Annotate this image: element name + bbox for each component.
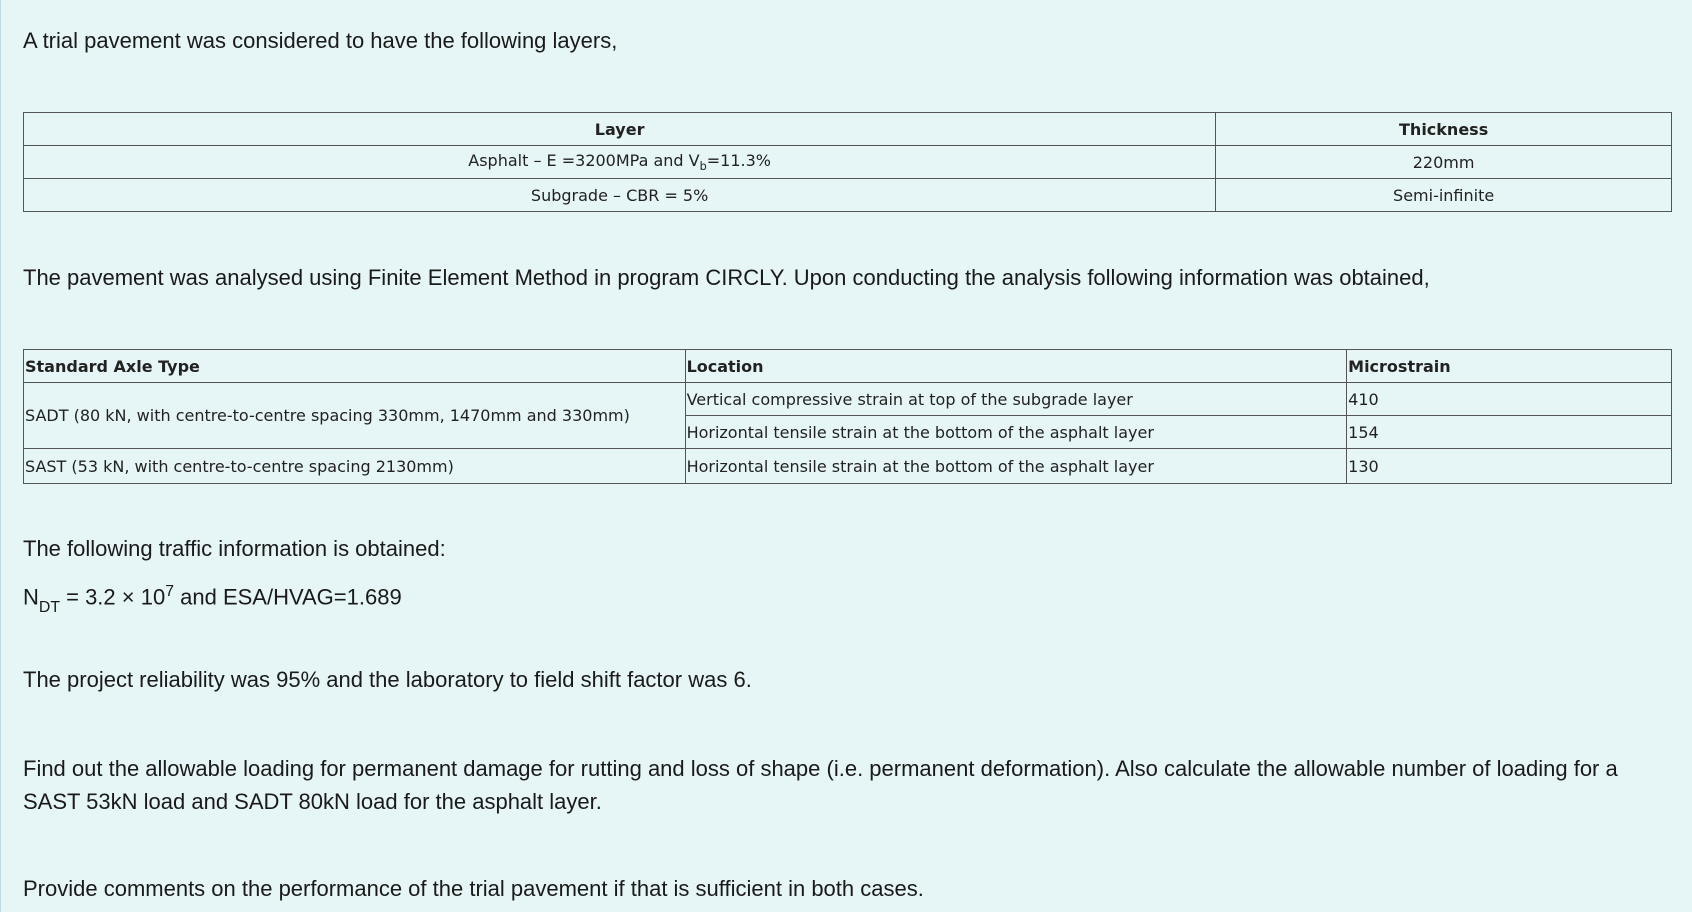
layer-text: Asphalt – E =3200MPa and V bbox=[468, 150, 700, 170]
formula-rest: and ESA/HVAG=1.689 bbox=[174, 584, 402, 610]
location-cell: Horizontal tensile strain at the bottom of the asphalt layer bbox=[685, 416, 1347, 449]
column-header-axle-type: Standard Axle Type bbox=[24, 350, 686, 383]
formula-equals: = 3.2 × 10 bbox=[60, 584, 166, 610]
microstrain-cell: 154 bbox=[1347, 416, 1672, 449]
axle-type-cell: SADT (80 kN, with centre-to-centre spacing 330mm, 1470mm and 330mm) bbox=[24, 383, 686, 449]
column-header-layer: Layer bbox=[24, 113, 1216, 146]
location-cell: Vertical compressive strain at top of the subgrade layer bbox=[685, 383, 1347, 416]
intro-text: A trial pavement was considered to have the following layers, bbox=[23, 28, 618, 53]
layer-text-suffix: =11.3% bbox=[706, 150, 771, 170]
formula-n-subscript: DT bbox=[38, 598, 60, 616]
table-row bbox=[24, 146, 1672, 179]
table-row bbox=[24, 449, 1672, 484]
layer-subscript: b bbox=[699, 160, 707, 174]
table-row bbox=[24, 383, 1672, 416]
formula-n: N bbox=[23, 584, 39, 610]
formula-exponent: 7 bbox=[165, 583, 175, 600]
location-cell: Horizontal tensile strain at the bottom of the asphalt layer bbox=[685, 449, 1347, 484]
table-header-row bbox=[24, 350, 1672, 383]
column-header-thickness: Thickness bbox=[1216, 113, 1672, 146]
column-header-microstrain: Microstrain bbox=[1347, 350, 1672, 383]
reliability-text: The project reliability was 95% and the laboratory to field shift factor was 6. bbox=[23, 667, 752, 692]
traffic-formula bbox=[23, 575, 402, 622]
microstrain-cell: 410 bbox=[1347, 383, 1672, 416]
layer-cell: Subgrade – CBR = 5% bbox=[24, 179, 1216, 212]
table-header-row bbox=[24, 113, 1672, 146]
table-row bbox=[24, 179, 1672, 212]
axle-type-cell: SAST (53 kN, with centre-to-centre spacing 2130mm) bbox=[24, 449, 686, 484]
column-header-location: Location bbox=[685, 350, 1347, 383]
thickness-cell: 220mm bbox=[1216, 146, 1672, 179]
thickness-cell: Semi-infinite bbox=[1216, 179, 1672, 212]
layer-cell bbox=[24, 146, 1216, 179]
comments-text: Provide comments on the performance of the trial pavement if that is sufficient in both cases. bbox=[23, 876, 924, 901]
microstrain-cell: 130 bbox=[1347, 449, 1672, 484]
axle-strain-table bbox=[23, 349, 1672, 484]
analysis-text: The pavement was analysed using Finite Element Method in program CIRCLY. Upon conducting the analysis following information was obtained, bbox=[23, 265, 1430, 290]
traffic-intro-text: The following traffic information is obtained: bbox=[23, 536, 446, 561]
task-text: Find out the allowable loading for permanent damage for rutting and loss of shape (i.e. permanent deformation). Also calculate the allowable number of loading for a SAST 53kN load and SADT 80kN load for the asphalt layer. bbox=[23, 756, 1618, 814]
layers-table bbox=[23, 112, 1672, 212]
